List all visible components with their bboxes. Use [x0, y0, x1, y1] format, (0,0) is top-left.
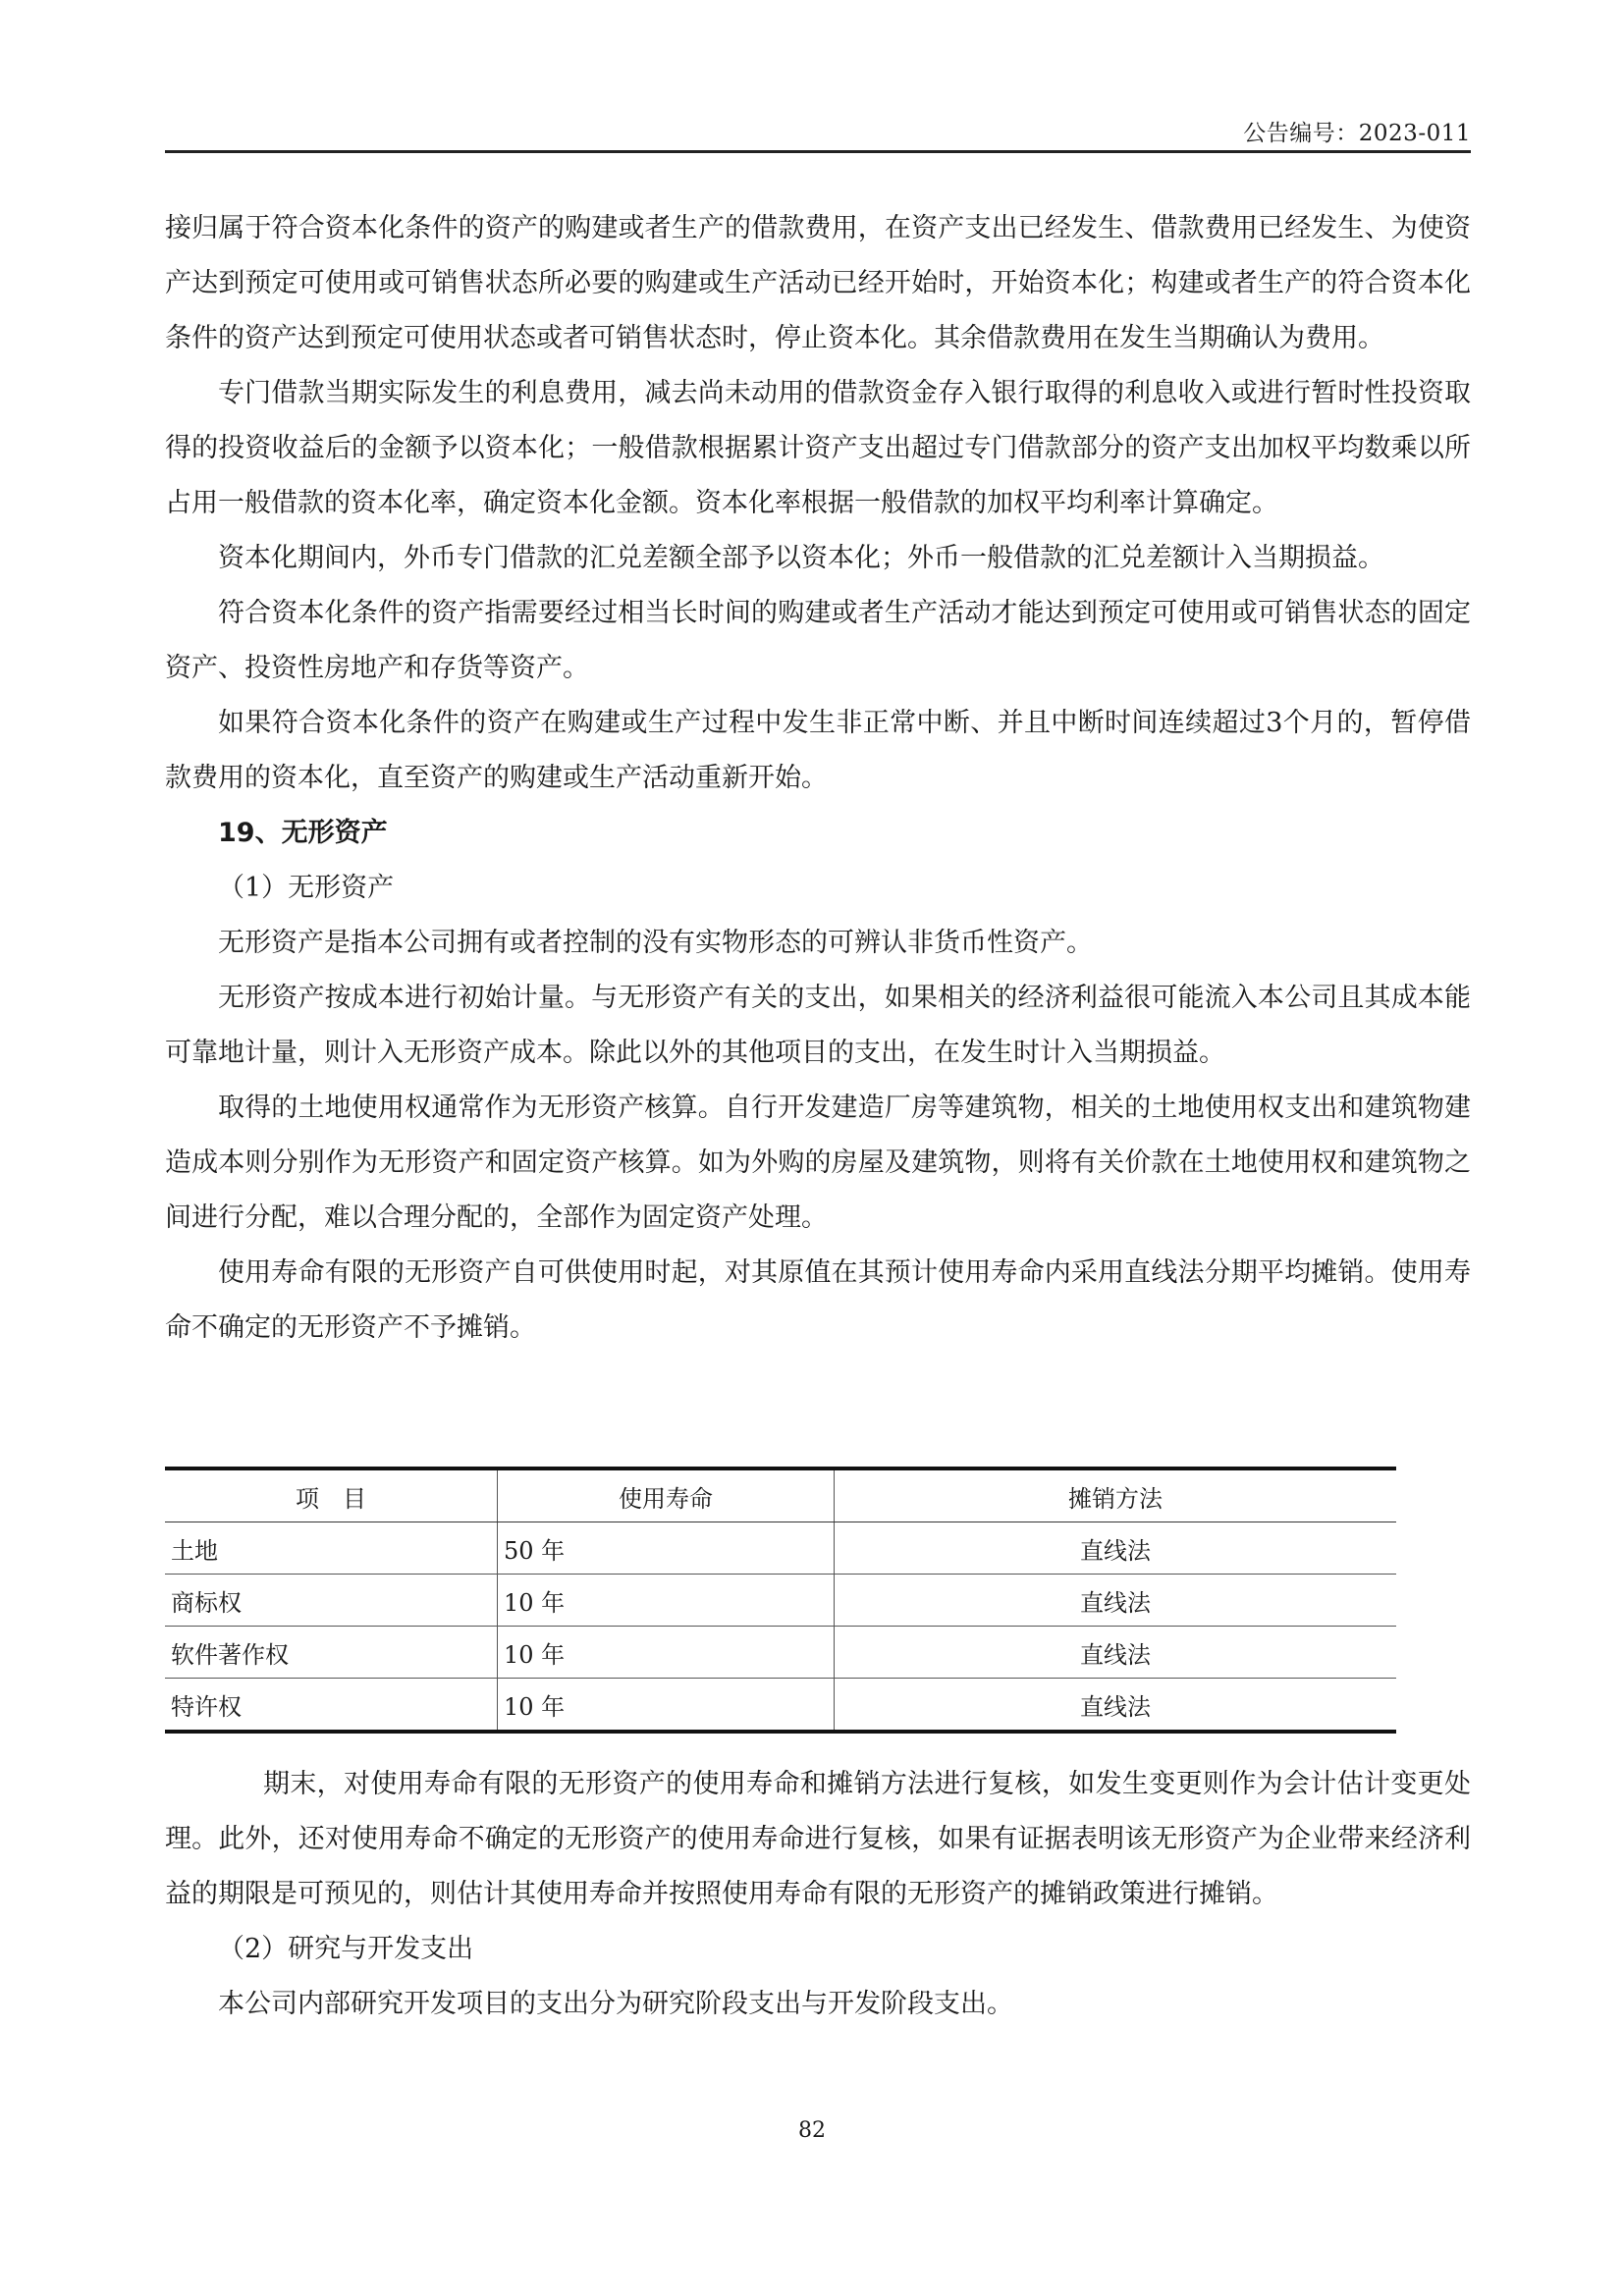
table-row [165, 1627, 1396, 1679]
body-text-after-table [165, 1757, 1471, 2032]
table-cell: 50 年 [498, 1522, 835, 1575]
paragraph: 如果符合资本化条件的资产在购建或生产过程中发生非正常中断、并且中断时间连续超过3个月的，暂停借款费用的资本化，直至资产的购建或生产活动重新开始。 [165, 708, 1471, 793]
column-header: 项 目 [165, 1468, 498, 1522]
page-number: 82 [798, 2118, 826, 2143]
subsection-heading: （1）无形资产 [218, 873, 395, 903]
paragraph: 取得的土地使用权通常作为无形资产核算。自行开发建造厂房等建筑物，相关的土地使用权支出和建筑物建造成本则分别作为无形资产和固定资产核算。如为外购的房屋及建筑物，则将有关价款在土地使用权和建筑物之间进行分配，难以合理分配的，全部作为固定资产处理。 [165, 1093, 1471, 1233]
table-cell: 商标权 [165, 1575, 498, 1627]
column-header: 摊销方法 [835, 1468, 1397, 1522]
header-rule [165, 150, 1471, 153]
table-cell: 直线法 [835, 1522, 1397, 1575]
section-heading: 19、无形资产 [218, 818, 388, 848]
table-row [165, 1575, 1396, 1627]
table-cell: 10 年 [498, 1627, 835, 1679]
announcement-code: 公告编号：2023-011 [1243, 121, 1471, 146]
table-header-row [165, 1468, 1396, 1522]
table-cell: 10 年 [498, 1575, 835, 1627]
table-row [165, 1522, 1396, 1575]
paragraph: 本公司内部研究开发项目的支出分为研究阶段支出与开发阶段支出。 [218, 1989, 1013, 2019]
column-header: 使用寿命 [498, 1468, 835, 1522]
amortization-table [165, 1467, 1396, 1734]
table-cell: 特许权 [165, 1679, 498, 1733]
table-row [165, 1679, 1396, 1733]
table-cell: 土地 [165, 1522, 498, 1575]
body-text [165, 201, 1471, 1356]
paragraph: 无形资产按成本进行初始计量。与无形资产有关的支出，如果相关的经济利益很可能流入本公司且其成本能可靠地计量，则计入无形资产成本。除此以外的其他项目的支出，在发生时计入当期损益。 [165, 983, 1471, 1068]
table-cell: 软件著作权 [165, 1627, 498, 1679]
paragraph: 资本化期间内，外币专门借款的汇兑差额全部予以资本化；外币一般借款的汇兑差额计入当期损益。 [218, 543, 1384, 573]
paragraph: 专门借款当期实际发生的利息费用，减去尚未动用的借款资金存入银行取得的利息收入或进行暂时性投资取得的投资收益后的金额予以资本化；一般借款根据累计资产支出超过专门借款部分的资产支出加权平均数乘以所占用一般借款的资本化率，确定资本化金额。资本化率根据一般借款的加权平均利率计算确定。 [165, 378, 1471, 518]
table-cell: 直线法 [835, 1627, 1397, 1679]
subsection-heading: （2）研究与开发支出 [218, 1934, 474, 1964]
paragraph: 使用寿命有限的无形资产自可供使用时起，对其原值在其预计使用寿命内采用直线法分期平均摊销。使用寿命不确定的无形资产不予摊销。 [165, 1257, 1471, 1343]
table-cell: 10 年 [498, 1679, 835, 1733]
paragraph: 期末，对使用寿命有限的无形资产的使用寿命和摊销方法进行复核，如发生变更则作为会计估计变更处理。此外，还对使用寿命不确定的无形资产的使用寿命进行复核，如果有证据表明该无形资产为企业带来经济利益的期限是可预见的，则估计其使用寿命并按照使用寿命有限的无形资产的摊销政策进行摊销。 [165, 1769, 1471, 1909]
paragraph: 符合资本化条件的资产指需要经过相当长时间的购建或者生产活动才能达到预定可使用或可销售状态的固定资产、投资性房地产和存货等资产。 [165, 598, 1471, 683]
table-cell: 直线法 [835, 1575, 1397, 1627]
paragraph: 接归属于符合资本化条件的资产的购建或者生产的借款费用，在资产支出已经发生、借款费用已经发生、为使资产达到预定可使用或可销售状态所必要的购建或生产活动已经开始时，开始资本化；构建或者生产的符合资本化条件的资产达到预定可使用状态或者可销售状态时，停止资本化。其余借款费用在发生当期确认为费用。 [165, 213, 1471, 353]
table-cell: 直线法 [835, 1679, 1397, 1733]
paragraph: 无形资产是指本公司拥有或者控制的没有实物形态的可辨认非货币性资产。 [218, 928, 1093, 958]
